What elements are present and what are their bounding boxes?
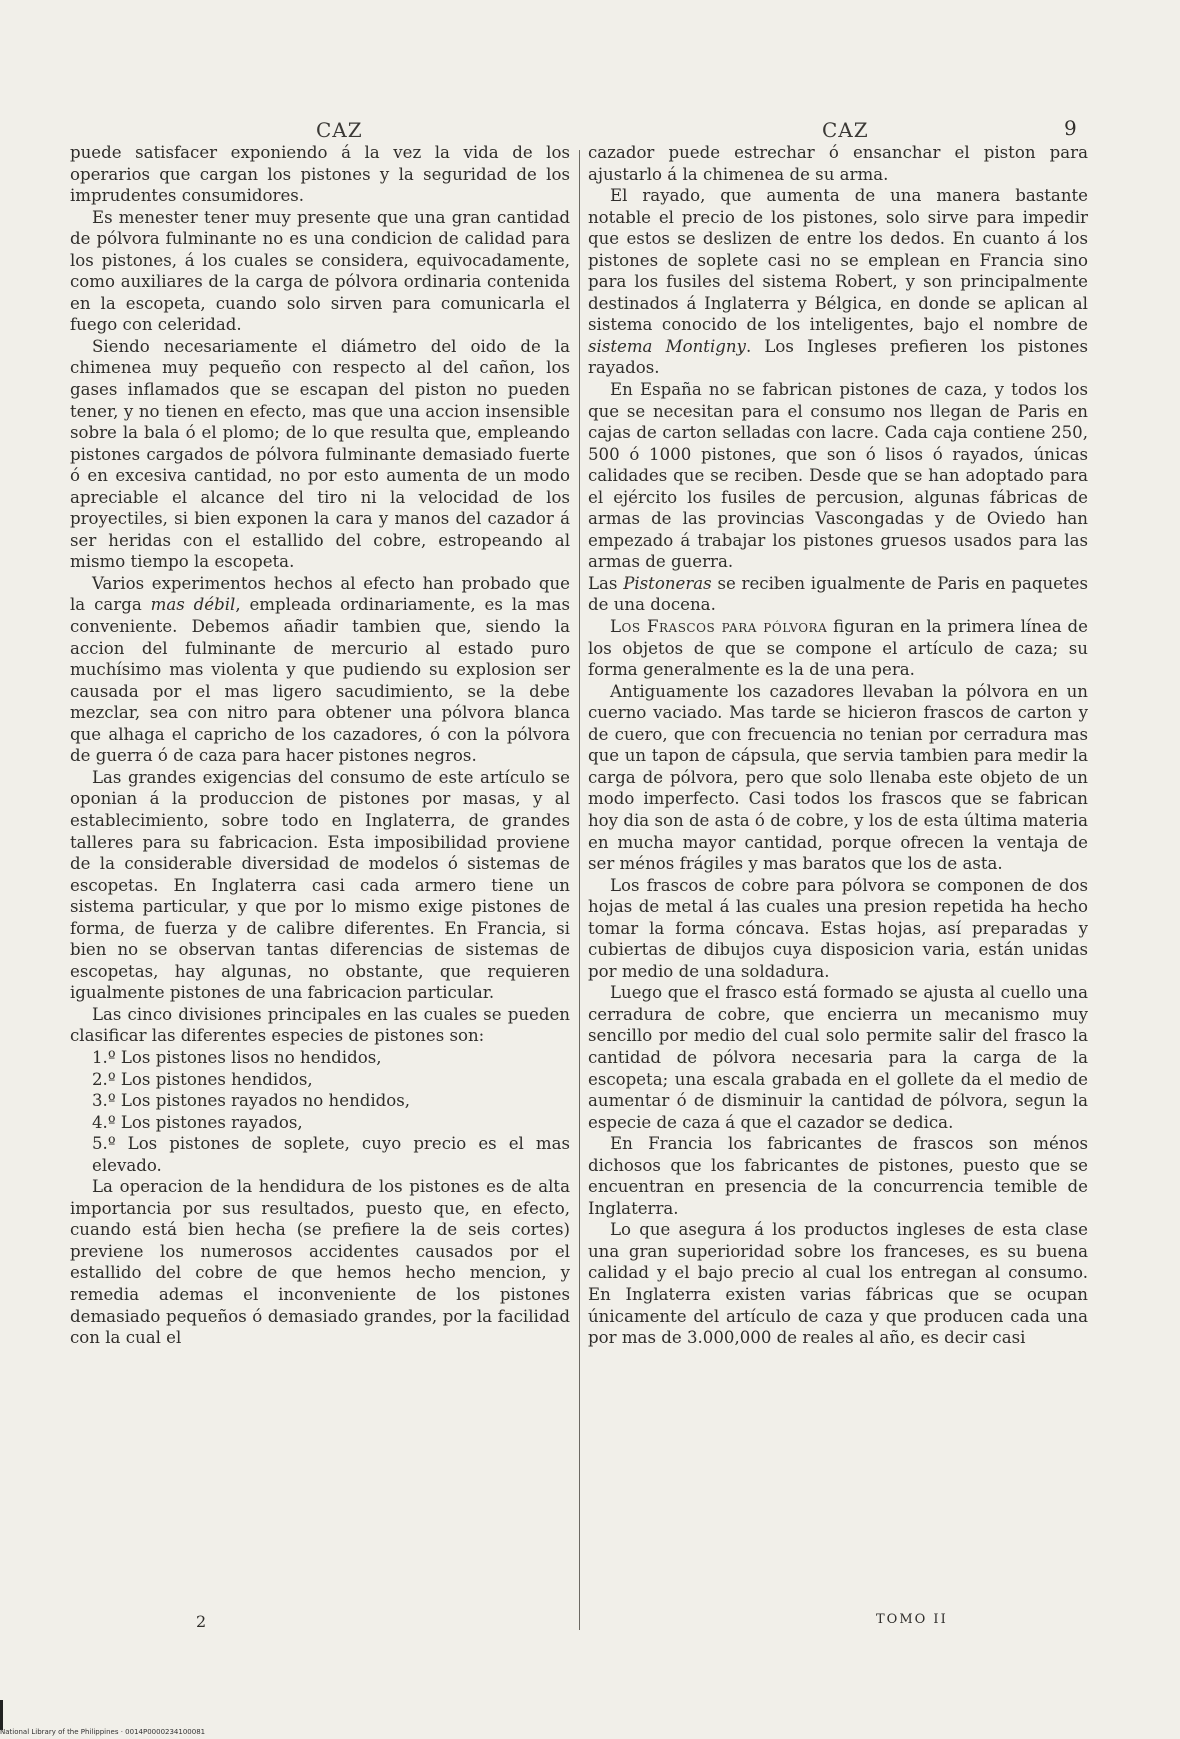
text-run: , empleada ordinariamente, es la mas conveniente. Debemos añadir tambien que, siendo la accion del fulminante de mercurio al estado puro muchísimo mas violenta y que pudiendo su explosion ser causada por el mas ligero sacudimiento, se la debe mezclar, sea con nitro para obtener una pólvora blanca que alhaga el capricho de los cazadores, ó con la pólvora de guerra ó de caza para hacer pistones negros. — [70, 595, 570, 766]
text-run: figuran en la primera línea de los objetos de que se compone el artículo de caza; su forma generalmente es la de una pera. — [588, 617, 1088, 680]
page-edge-mark — [0, 1700, 3, 1730]
text-run: . Los Ingleses prefieren los pistones rayados. — [588, 336, 1088, 378]
text-run: El rayado, que aumenta de una manera bastante notable el precio de los pistones, solo sirve para impedir que estos se deslizen de entre los dedos. En cuanto á los pistones de soplete casi no se emplean en Francia sino para los fusiles del sistema Robert, y son principalmente destinados á Inglaterra y Bélgica, en donde se aplican al sistema conocido de los inteligentes, bajo el nombre de — [588, 186, 1088, 335]
tome-label: TOMO II — [876, 1612, 948, 1627]
page-number: 9 — [1064, 116, 1077, 140]
paragraph: En Francia los fabricantes de frascos son ménos dichosos que los fabricantes de pistones, puesto que se encuentran en presencia de la concurrencia temible de Inglaterra. — [588, 1134, 1088, 1218]
paragraph: Las grandes exigencias del consumo de este artículo se oponian á la produccion de pistones por masas, y al establecimiento, sobre todo en Inglaterra, de grandes talleres para su fabricacion. Esta imposibilidad proviene de la considerable diversidad de modelos ó sistemas de escopetas. En Inglaterra casi cada armero tiene un sistema particular, y que por lo mismo exige pistones de forma, de fuerza y de calibre diferentes. En Francia, si bien no se observan tantas diferencias de sistemas de escopetas, hay algunas, no obstante, que requieren igualmente pistones de una fabricacion particular. — [70, 767, 570, 1003]
emphasis-text: mas débil — [150, 595, 236, 615]
paragraph — [588, 573, 1088, 616]
text-run: se reciben igualmente de Paris en paquetes de una docena. — [588, 573, 1088, 615]
paragraph — [588, 616, 1088, 681]
list-item: 2.º Los pistones hendidos, — [92, 1069, 313, 1089]
list-item: 1.º Los pistones lisos no hendidos, — [92, 1047, 382, 1067]
small-caps-heading: Los Frascos para pólvora — [610, 617, 828, 637]
emphasis-text: sistema Montigny — [588, 336, 746, 356]
paragraph: puede satisfacer exponiendo á la vez la vida de los operarios que cargan los pistones y la seguridad de los imprudentes consumidores. — [70, 143, 570, 206]
signature-mark: 2 — [196, 1612, 207, 1631]
emphasis-text: Pistoneras — [623, 573, 712, 593]
paragraph: Luego que el frasco está formado se ajusta al cuello una cerradura de cobre, que encierra un mecanismo muy sencillo por medio del cual solo permite salir del frasco la cantidad de pólvora necesaria para la carga de la escopeta; una escala grabada en el gollete da el medio de aumentar ó de disminuir la cantidad de pólvora, segun la especie de caza á que el cazador se dedica. — [588, 983, 1088, 1132]
scan-credit: National Library of the Philippines · 0014P0000234100081 — [0, 1728, 206, 1736]
column-divider — [579, 150, 580, 1630]
paragraph: Antiguamente los cazadores llevaban la pólvora en un cuerno vaciado. Mas tarde se hicieron frascos de carton y de cuero, que con frecuencia no tenian por cerradura mas que un tapon de cápsula, que servia tambien para medir la carga de pólvora, pero que solo llenaba este objeto de un modo imperfecto. Casi todos los frascos que se fabrican hoy dia son de asta ó de cobre, y los de esta última materia en mucha mayor cantidad, porque ofrecen la ventaja de ser ménos frágiles y mas baratos que los de asta. — [588, 681, 1088, 874]
paragraph: La operacion de la hendidura de los pistones es de alta importancia por sus resultados, puesto que, en efecto, cuando está bien hecha (se prefiere la de seis cortes) previene los numerosos accidentes causados por el estallido del cobre de que hemos hecho mencion, y remedia ademas el inconveniente de los pistones demasiado pequeños ó demasiado grandes, por la facilidad con la cual el — [70, 1177, 570, 1348]
list-item: 4.º Los pistones rayados, — [92, 1112, 303, 1132]
right-column — [588, 142, 1088, 1349]
paragraph — [70, 573, 570, 767]
paragraph: Las cinco divisiones principales en las cuales se pueden clasificar las diferentes especies de pistones son: — [70, 1004, 570, 1046]
left-column — [70, 142, 570, 1349]
paragraph: cazador puede estrechar ó ensanchar el piston para ajustarlo á la chimenea de su arma. — [588, 143, 1088, 184]
paragraph: Lo que asegura á los productos ingleses de esta clase una gran superioridad sobre los franceses, es su buena calidad y el bajo precio al cual los entregan al consumo. En Inglaterra existen varias fábricas que se ocupan únicamente del artículo de caza y que producen cada una por mas de 3.000,000 de reales al año, es decir casi — [588, 1220, 1088, 1348]
paragraph: En España no se fabrican pistones de caza, y todos los que se necesitan para el consumo nos llegan de Paris en cajas de carton selladas con lacre. Cada caja contiene 250, 500 ó 1000 pistones, que son ó lisos ó rayados, únicas calidades que se reciben. Desde que se han adoptado para el ejército los fusiles de percusion, algunas fábricas de armas de las provincias Vascongadas y de Oviedo han empezado á trabajar los pistones gruesos usados para las armas de guerra. — [588, 380, 1088, 572]
paragraph — [588, 185, 1088, 379]
list-item: 3.º Los pistones rayados no hendidos, — [92, 1091, 411, 1111]
text-run: Las — [588, 573, 624, 593]
list-item: 5.º Los pistones de soplete, cuyo precio es el mas elevado. — [92, 1134, 570, 1175]
paragraph: Siendo necesariamente el diámetro del oido de la chimenea muy pequeño con respecto al del cañon, los gases inflamados que se escapan del piston no pueden tener, y no tienen en efecto, mas que una accion insensible sobre la bala ó el plomo; de lo que resulta que, empleando pistones cargados de pólvora fulminante demasiado fuerte ó en excesiva cantidad, no por esto aumenta de un modo apreciable el alcance del tiro ni la velocidad de los proyectiles, si bien exponen la cara y manos del cazador á ser heridas con el estallido del cobre, estropeando al mismo tiempo la escopeta. — [70, 336, 570, 572]
right-running-head: CAZ — [822, 118, 869, 142]
paragraph: Los frascos de cobre para pólvora se componen de dos hojas de metal á las cuales una presion repetida ha hecho tomar la forma cóncava. Estas hojas, así preparadas y cubiertas de dibujos cuya disposicion varia, están unidas por medio de una soldadura. — [588, 875, 1088, 981]
left-running-head: CAZ — [316, 118, 363, 142]
paragraph: Es menester tener muy presente que una gran cantidad de pólvora fulminante no es una condicion de calidad para los pistones, á los cuales se considera, equivocadamente, como auxiliares de la carga de pólvora ordinaria contenida en la escopeta, cuando solo sirven para comunicarla el fuego con celeridad. — [70, 207, 570, 335]
text-run: Varios experimentos hechos al efecto han probado que la carga — [70, 573, 570, 615]
